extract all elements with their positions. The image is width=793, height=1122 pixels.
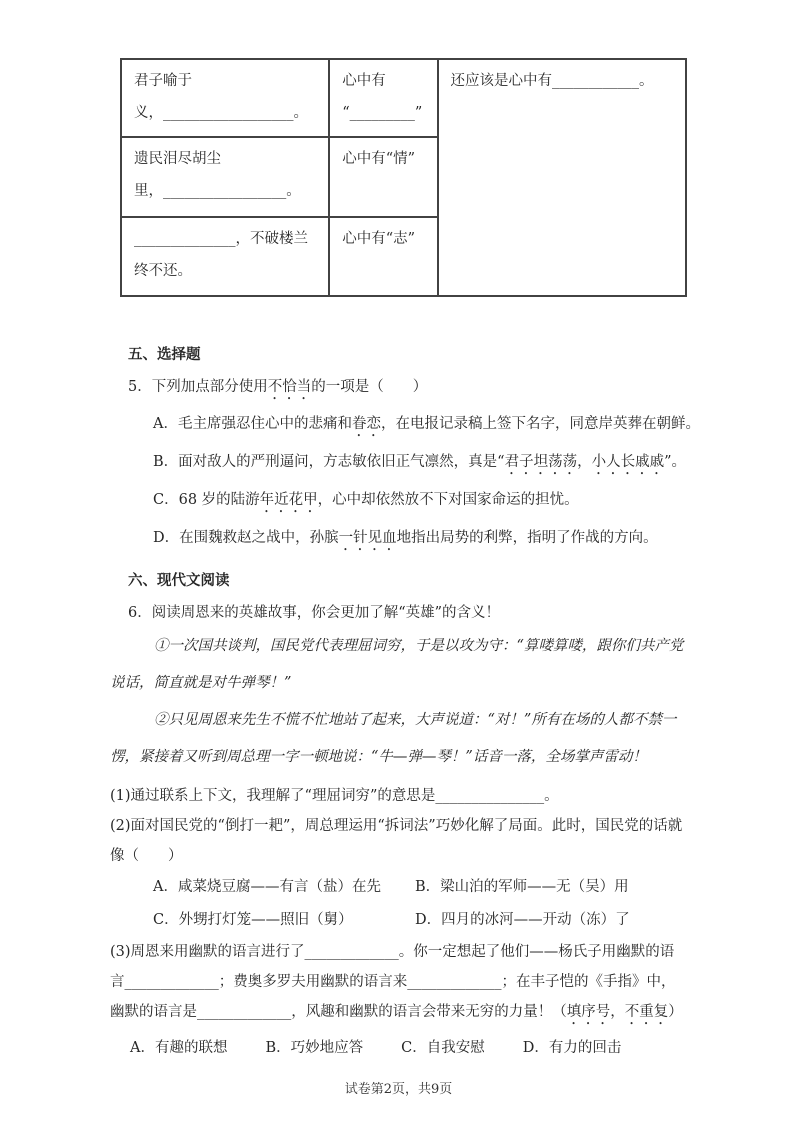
option-text: 有趣的联想	[154, 1040, 228, 1056]
table-cell-r2-left	[121, 137, 329, 217]
option-emphasis: 年近花甲	[259, 492, 318, 508]
sub3-option-a	[130, 1033, 227, 1063]
option-label: B．	[153, 454, 179, 470]
option-label: A．	[153, 879, 178, 895]
hint-line: 心中有	[342, 73, 386, 89]
poem-line-blank: 里，_________________。	[134, 183, 301, 199]
sub3-text: ）	[668, 1004, 683, 1020]
section6-heading: 六、现代文阅读	[128, 572, 230, 589]
q5-option-a	[153, 405, 700, 443]
sub3-option-b	[265, 1033, 363, 1063]
option-emphasis: 君子坦荡荡，小人长戚戚	[504, 454, 665, 470]
q6-intro	[128, 598, 687, 628]
option-text: 自我安慰	[426, 1040, 485, 1056]
conclusion-blank: 还应该是心中有____________。	[450, 73, 654, 89]
q5-stem-text: 的一项是（ ）	[311, 379, 428, 395]
q5-stem-emphasis: 不恰当	[267, 379, 312, 395]
option-label: D．	[415, 912, 442, 928]
section5-heading: 五、选择题	[128, 346, 201, 363]
q6-passage-paragraph-1: ①一次国共谈判，国民党代表理屈词穷，于是以攻为守：“算喽算喽，跟你们共产党说话，简直就是对牛弹琴！”	[110, 638, 684, 691]
option-label: C．	[153, 912, 179, 928]
poem-fill-table	[120, 58, 687, 297]
q5-number: 5．	[128, 379, 152, 395]
option-text: 毛主席强忍住心中的悲痛和	[177, 416, 352, 432]
sub2-option-c	[153, 904, 415, 937]
hint-line: 心中有“志”	[342, 231, 416, 247]
q6-sub3-options	[130, 1033, 687, 1063]
table-cell-right	[438, 59, 686, 296]
q6-sub1: (1)通过联系上下文，我理解了“理屈词穷”的意思是_______________。	[110, 788, 559, 804]
q5-option-b	[153, 443, 687, 481]
section-6	[110, 569, 687, 1063]
table-cell-r1-left	[121, 59, 329, 137]
q6-intro-text: 阅读周恩来的英雄故事，你会更加了解“英雄”的含义！	[151, 605, 501, 621]
sub3-option-d	[523, 1033, 622, 1063]
option-text: 有力的回击	[548, 1040, 622, 1056]
q5-stem-text: 下列加点部分使用	[151, 379, 268, 395]
sub3-emphasis: 填序号，不重复	[566, 1004, 669, 1020]
sub2-option-b	[415, 871, 687, 904]
hint-blank: “_________”	[342, 105, 423, 121]
poem-line: 终不还。	[134, 263, 192, 279]
sub2-option-a	[153, 871, 415, 904]
q6-passage-paragraph-2: ②只见周恩来先生不慌不忙地站了起来，大声说道：“对！”所有在场的人都不禁一愣，紧接着又听到周总理一字一顿地说：“牛—弹—琴！”话音一落，全场掌声雷动！	[110, 712, 677, 765]
option-text: 咸菜烧豆腐——有言（盐）在先	[177, 879, 381, 895]
option-text: ，心中却依然放不下对国家命运的担忧。	[317, 492, 579, 508]
option-text: 面对敌人的严刑逼问，方志敏依旧正气凛然，真是“	[178, 454, 505, 470]
sub2-option-d	[415, 904, 687, 937]
option-label: A．	[153, 416, 178, 432]
option-emphasis: 一针见血	[338, 530, 397, 546]
q5-options	[153, 405, 700, 557]
option-label: C．	[401, 1040, 427, 1056]
option-text: 梁山泊的军师——无（吴）用	[440, 879, 629, 895]
q6-sub2: (2)面对国民党的“倒打一耙”，周总理运用“拆词法”巧妙化解了局面。此时，国民党的话就像（ ）	[110, 818, 683, 864]
option-text: 四月的冰河——开动（冻）了	[441, 912, 630, 928]
q5-option-d	[153, 519, 687, 557]
poem-line: 君子喻于	[134, 73, 192, 89]
option-text: 巧妙地应答	[290, 1040, 364, 1056]
table-cell-r2-mid	[329, 137, 437, 217]
q6-sub3	[110, 937, 687, 1028]
q5-option-c	[153, 481, 687, 519]
q6-number: 6．	[128, 605, 152, 621]
option-text: ，在电报记录稿上签下名字，同意岸英葬在朝鲜。	[380, 416, 700, 432]
sub3-text: (3)周恩来用幽默的语言进行了_____________。你一定想起了他们——杨氏子用幽默的语言_____________；费奥多罗夫用幽默的语言来_____________；在丰子恺的《手指》中，幽默的语言是_____________，风趣和幽默的语言会带来无穷的力量！（	[110, 944, 676, 1020]
option-label: B．	[265, 1040, 291, 1056]
table-cell-r3-left	[121, 217, 329, 296]
table-cell-r1-mid	[329, 59, 437, 137]
table-cell-r3-mid	[329, 217, 437, 296]
option-text: 68 岁的陆游	[178, 492, 260, 508]
q6-sub2-options	[153, 871, 687, 937]
poem-line-blank: 义，__________________。	[134, 105, 308, 121]
option-label: D．	[153, 530, 180, 546]
option-text: ”。	[664, 454, 686, 470]
option-text: 外甥打灯笼——照旧（舅）	[178, 912, 353, 928]
poem-line: 遗民泪尽胡尘	[134, 151, 221, 167]
page-footer: 试卷第2页，共9页	[344, 1082, 453, 1097]
option-label: D．	[522, 1040, 549, 1056]
option-text: 在围魏救赵之战中，孙膑	[179, 530, 339, 546]
section-5	[110, 343, 700, 557]
option-label: B．	[415, 879, 441, 895]
option-label: A．	[130, 1040, 155, 1056]
hint-line: 心中有“情”	[342, 151, 416, 167]
poem-line-blank: ______________，不破楼兰	[134, 231, 308, 247]
option-emphasis: 眷恋	[351, 416, 381, 432]
option-text: 地指出局势的利弊，指明了作战的方向。	[396, 530, 658, 546]
option-label: C．	[153, 492, 179, 508]
sub3-option-c	[401, 1033, 485, 1063]
q5-stem	[128, 372, 687, 403]
